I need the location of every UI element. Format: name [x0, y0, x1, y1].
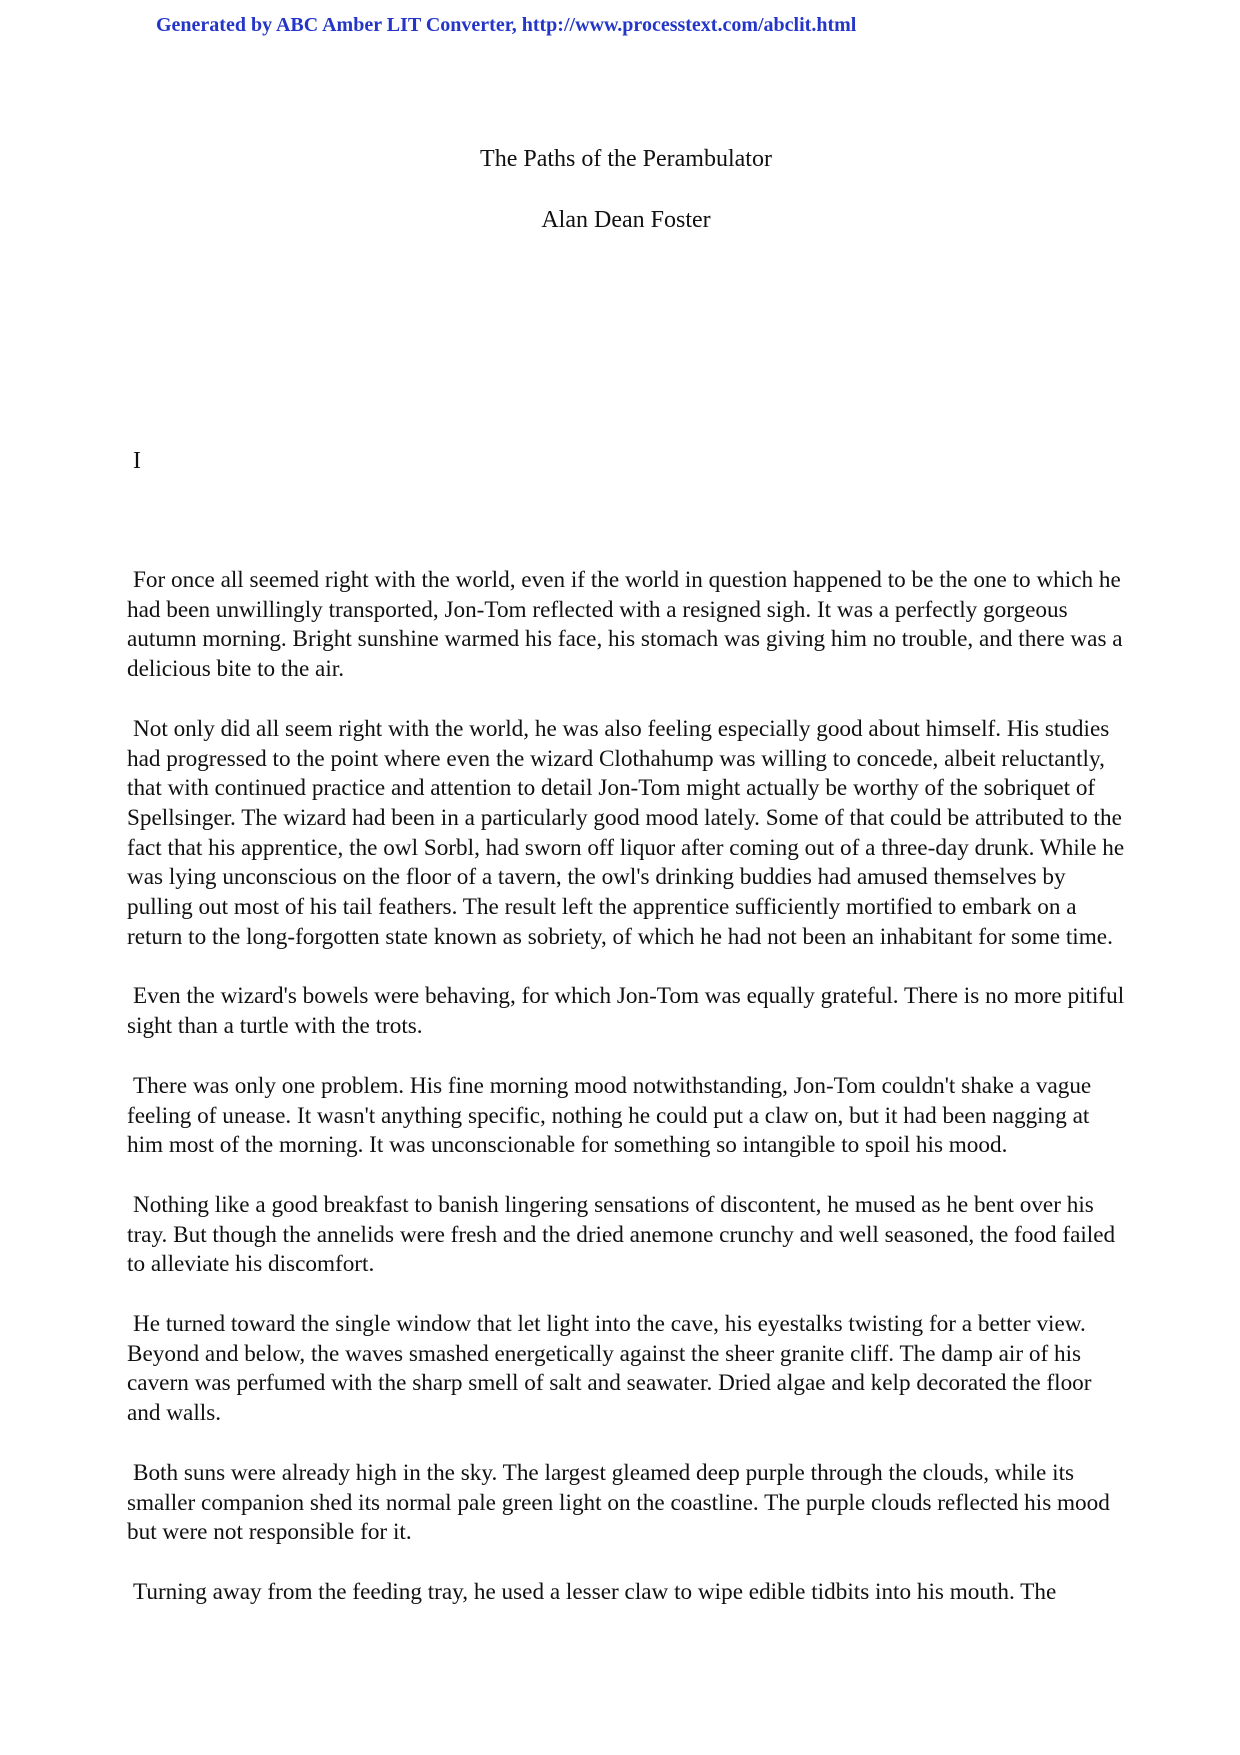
paragraph: He turned toward the single window that let light into the cave, his eyestalks twisting for a better view. Beyond and below, the waves smashed energetically against the sheer granite cliff. The damp air of his cavern was perfumed with the sharp smell of salt and seawater. Dried algae and kelp decorated the floor and walls.: [127, 1311, 1092, 1427]
paragraph: For once all seemed right with the world, even if the world in question happened to be the one to which he had been unwillingly transported, Jon-Tom reflected with a resigned sigh. It was a perfectly gorgeous autumn morning. Bright sunshine warmed his face, his stomach was giving him no trouble, and there was a delicious bite to the air.: [127, 567, 1123, 683]
generator-banner-link[interactable]: Generated by ABC Amber LIT Converter, http://www.processtext.com/abclit.html: [156, 14, 857, 36]
paragraph: Turning away from the feeding tray, he used a lesser claw to wipe edible tidbits into his mouth. The: [133, 1578, 1057, 1605]
body-text: [127, 566, 1127, 1638]
book-title: The Paths of the Perambulator: [480, 146, 772, 172]
paragraph: Even the wizard's bowels were behaving, for which Jon-Tom was equally grateful. There is no more pitiful sight than a turtle with the trots.: [127, 983, 1125, 1040]
paragraph: There was only one problem. His fine morning mood notwithstanding, Jon-Tom couldn't shake a vague feeling of unease. It wasn't anything specific, nothing he could put a claw on, but it had been nagging at him most of the morning. It was unconscionable for something so intangible to spoil his mood.: [127, 1072, 1092, 1159]
book-author: Alan Dean Foster: [541, 207, 711, 233]
chapter-heading: I: [133, 448, 141, 474]
paragraph: Both suns were already high in the sky. The largest gleamed deep purple through the clouds, while its smaller companion shed its normal pale green light on the coastline. The purple clouds reflected his mood but were not responsible for it.: [127, 1459, 1110, 1546]
paragraph: Nothing like a good breakfast to banish lingering sensations of discontent, he mused as he bent over his tray. But though the annelids were fresh and the dried anemone crunchy and well seasoned, the food failed to alleviate his discomfort.: [127, 1191, 1116, 1278]
paragraph: Not only did all seem right with the world, he was also feeling especially good about himself. His studies had progressed to the point where even the wizard Clothahump was willing to concede, albeit reluctantly, that with continued practice and attention to detail Jon-Tom might actually be worthy of the sobriquet of Spellsinger. The wizard had been in a particularly good mood lately. Some of that could be attributed to the fact that his apprentice, the owl Sorbl, had sworn off liquor after coming out of a three-day drunk. While he was lying unconscious on the floor of a tavern, the owl's drinking buddies had amused themselves by pulling out most of his tail feathers. The result left the apprentice sufficiently mortified to embark on a return to the long-forgotten state known as sobriety, of which he had not been an inhabitant for some time.: [127, 715, 1125, 950]
